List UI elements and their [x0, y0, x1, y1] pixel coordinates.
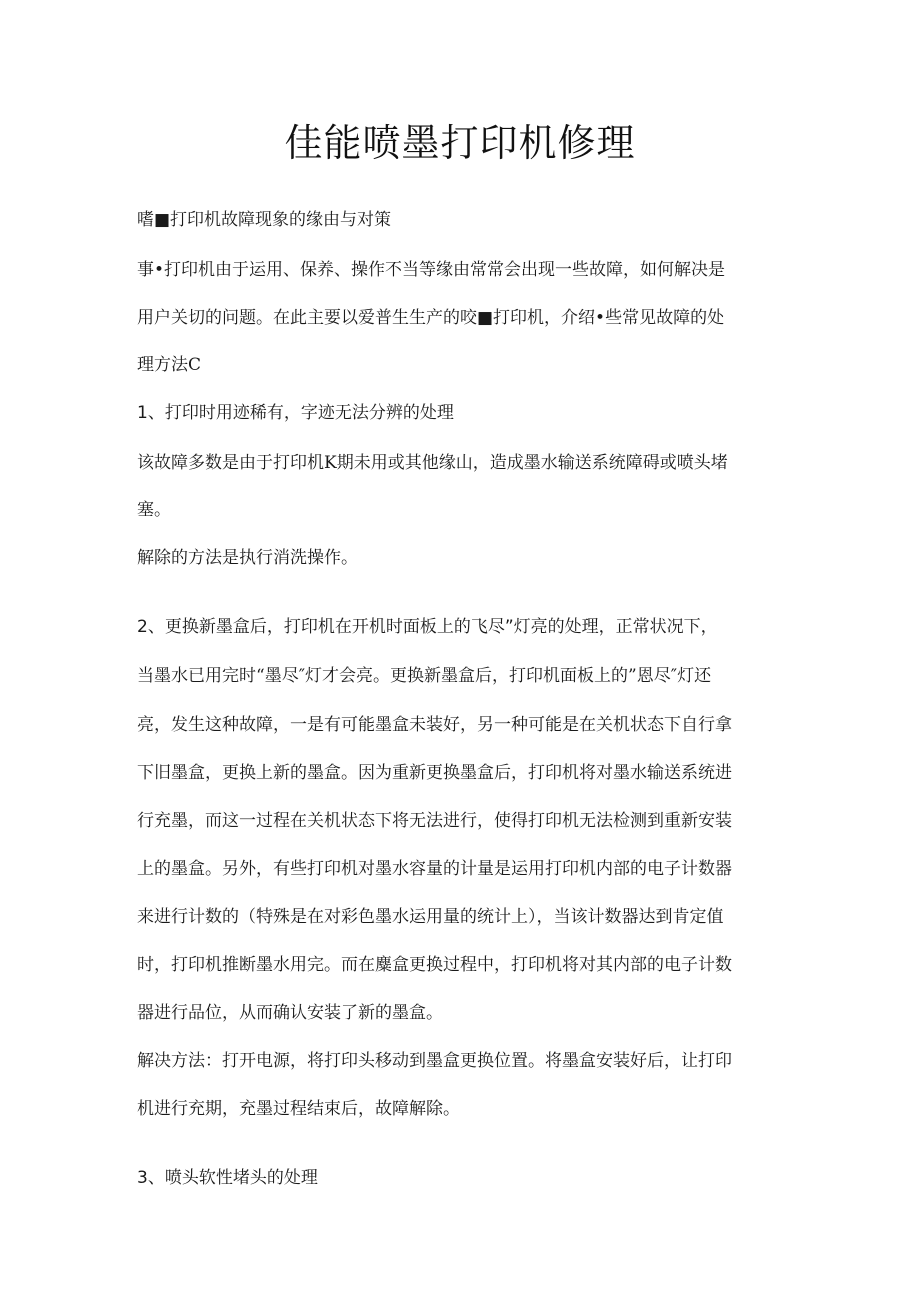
paragraph-line: 下旧墨盒，更换上新的墨盒。因为重新更换墨盒后，打印机将对墨水输送系统进 [137, 763, 732, 783]
document-title: 佳能喷墨打印机修理 [284, 121, 636, 165]
paragraph-line: 该故障多数是由于打印机K期未用或其他缘山，造成墨水输送系统障碍或喷头堵 [137, 453, 728, 473]
paragraph-line: 解除的方法是执行消洗操作。 [137, 548, 358, 568]
paragraph-line: 时，打印机推断墨水用完。而在麋盒更换过程中，打印机将对其内部的电子计数 [137, 955, 732, 975]
paragraph-line: 用户关切的问题。在此主要以爱普生生产的咬■打印机，介绍•些常见故障的处 [137, 308, 725, 328]
intro-heading: 嗜■打印机故障现象的缘由与对策 [137, 210, 392, 230]
paragraph-line: 理方法C [137, 355, 202, 375]
section-heading-2: 2、更换新墨盒后，打印机在开机时面板上的飞尽”灯亮的处理，正常状况下， [137, 617, 718, 637]
paragraph-line: 上的墨盒。另外，有些打印机对墨水容量的计量是运用打印机内部的电子计数器 [137, 859, 732, 879]
paragraph-line: 解决方法：打开电源，将打印头移动到墨盒更换位置。将墨盒安装好后，让打印 [137, 1051, 732, 1071]
paragraph-line: 事•打印机由于运用、保养、操作不当等缘由常常会出现一些故障，如何解决是 [137, 260, 726, 280]
paragraph-line: 亮，发生这种故障，一是有可能墨盒未装好，另一种可能是在关机状态下自行拿 [137, 715, 732, 735]
paragraph-line: 塞。 [137, 500, 171, 520]
paragraph-line: 机进行充期，充墨过程结束后，故障解除。 [137, 1099, 460, 1119]
paragraph-line: 器进行品位，从而确认安装了新的墨盒。 [137, 1003, 443, 1023]
paragraph-line: 当墨水已用完时“墨尽″灯才会亮。更换新墨盒后，打印机面板上的”恩尽″灯还 [137, 666, 712, 686]
paragraph-line: 来进行计数的（特殊是在对彩色墨水运用量的统计上），当该计数器达到肯定值 [137, 907, 724, 927]
paragraph-line: 行充墨，而这一过程在关机状态下将无法进行，使得打印机无法检测到重新安装 [137, 811, 732, 831]
section-heading-3: 3、喷头软性堵头的处理 [137, 1168, 318, 1188]
section-heading-1: 1、打印时用迹稀有，字迹无法分辨的处理 [137, 403, 454, 423]
